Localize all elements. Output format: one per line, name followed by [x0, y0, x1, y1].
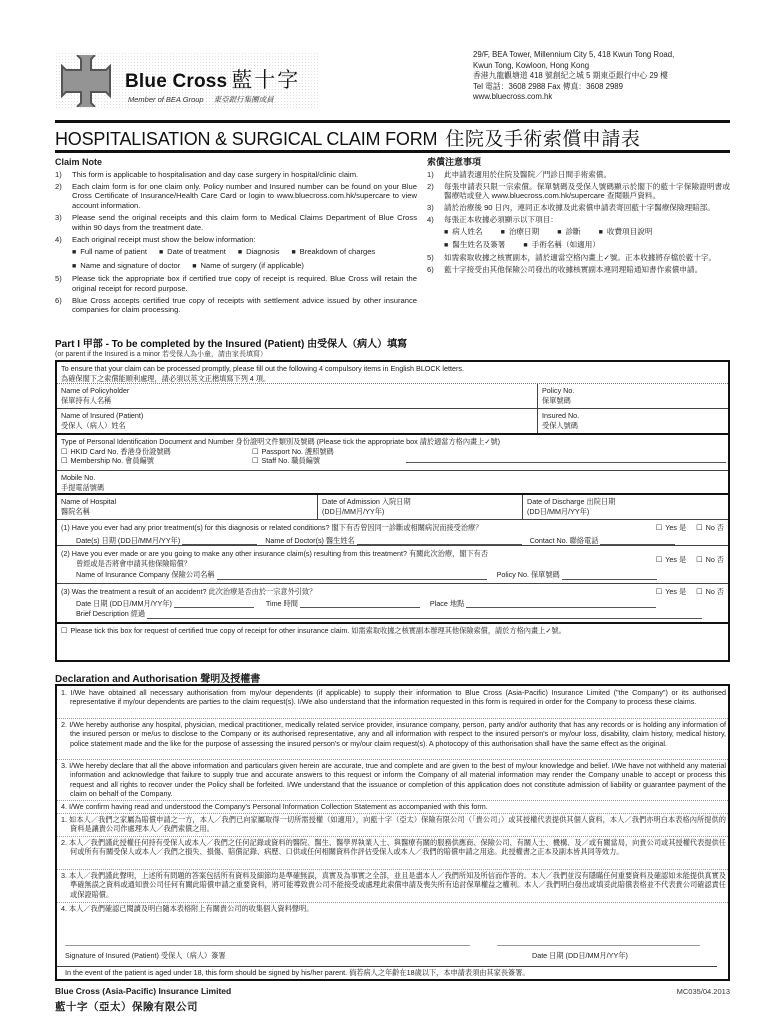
note-num: 4)	[427, 215, 434, 225]
q1-date-input[interactable]	[182, 537, 257, 545]
note-num: 2)	[427, 181, 434, 191]
instruction-en: To ensure that your claim can be processed promptly, please fill out the following 4 compulsory items in English BLOCK letters.	[61, 364, 464, 373]
q1-text: (1) Have you ever had any prior treatment(s) for this diagnosis or related conditions? 閣下有否曾因同一診斷或相關病況而接受治療？	[61, 523, 483, 532]
q3-desc-label: Brief Description 經過	[76, 609, 146, 618]
date-format: (DD日/MM月/YY年)	[322, 506, 385, 516]
q1-contact-label: Contact No. 聯絡電話	[529, 535, 599, 545]
title-rule-bottom	[55, 150, 730, 153]
footer-company-cn: 藍十字（亞太）保險有限公司	[55, 1001, 198, 1013]
divider	[57, 836, 728, 837]
policyholder-label-en: Name of Policyholder	[61, 386, 130, 395]
insured-label-cn: 受保人（病人）姓名	[61, 420, 126, 430]
bullet-item: ■ 診斷	[557, 227, 580, 238]
question-2	[57, 546, 728, 583]
q2-details	[61, 570, 724, 580]
policyholder-row	[57, 384, 728, 409]
id-document-row	[57, 435, 728, 471]
date-format: (DD日/MM月/YY年)	[527, 506, 590, 516]
title-rule-top	[55, 120, 730, 123]
divider	[57, 869, 728, 870]
note-text: Please send the original receipts and this claim form to Medical Claims Department of Blue Cross within 90 days from the treatment date.	[72, 212, 417, 232]
receipt-requirements	[72, 261, 417, 272]
note-item	[55, 170, 417, 180]
instruction-cn: 為確保閣下之索償能順利處理，請必須以英文正楷填寫下列 4 項。	[61, 373, 271, 383]
q1-doctor-label: Name of Doctor(s) 醫生姓名	[265, 535, 355, 545]
certified-copy-checkbox[interactable]: ☐ Please tick this box for request of certified true copy of receipt for other insurance claim. 如需索取收據之核實副本辦理其他保險索償，請於方格內畫上✓號。	[57, 624, 728, 638]
hospital-row	[57, 495, 728, 520]
address-line: Kwun Tong, Kowloon, Hong Kong	[473, 60, 590, 70]
declaration-item-en: 3. I/We hereby declare that all the above information and particulars given herein are accurate, true and complete and are given to the best of my/our knowledge and belief. I/We have not withheld any material information and acknowledge that failure to supply true and accurate answers to this request or inform the Company of all material information may render the Company unable to accept or process this request and all rights to recover under the Policy shall be forfeited. I/We understand that the issuance or completion of this application does not constitute admission of liability or guarantee payment of the claim on behalf of the Company.	[61, 761, 726, 799]
q3-desc-input[interactable]	[147, 611, 702, 619]
note-item	[55, 182, 417, 211]
note-item	[427, 215, 730, 250]
part1-subtitle: (or parent if the Insured is a minor 若受保人為小童，請由家長填寫）	[55, 351, 267, 358]
declaration-title: Declaration and Authorisation 聲明及授權書	[55, 674, 261, 685]
note-num: 2)	[55, 181, 62, 191]
insured-row	[57, 409, 728, 435]
footer-company-en: Blue Cross (Asia-Pacific) Insurance Limited	[55, 986, 232, 996]
question-1-row	[57, 520, 728, 546]
receipt-requirements	[72, 247, 417, 258]
note-num: 1)	[427, 169, 434, 179]
bullet-item: ■ 手術名稱（如適用）	[523, 240, 600, 251]
note-text-line: 每張正本收據必須顯示以下項目：	[444, 215, 558, 225]
note-text-line: Each original receipt must show the below information:	[72, 234, 256, 244]
hkid-checkbox[interactable]: ☐ HKID Card No. 香港身份證號碼	[61, 447, 171, 457]
bullet-item: ■ 收費項目說明	[599, 227, 653, 238]
form-code: MC035/04.2013	[676, 987, 730, 996]
member-cn: 東亞銀行集團成員	[213, 95, 274, 104]
note-item	[55, 213, 417, 232]
q2-yes-checkbox[interactable]: ☐ Yes 是	[656, 555, 686, 564]
divider	[57, 902, 728, 903]
note-item	[427, 253, 730, 263]
letterhead	[55, 50, 730, 110]
divider	[57, 813, 728, 814]
note-text: 如需索取收據之核實副本，請於適當空格內畫上✓號。正本收據將存檔於藍十字。	[444, 252, 717, 262]
claim-notes-cn	[427, 158, 730, 277]
q3-text: (3) Was the treatment a result of an accident? 此次治療是否由於一宗意外引致？	[61, 587, 317, 596]
company-address	[473, 50, 674, 103]
claim-note-heading: Claim Note	[55, 157, 103, 167]
note-text	[72, 235, 417, 272]
question-3-row	[57, 584, 728, 624]
q3-no-checkbox[interactable]: ☐ No 否	[696, 587, 724, 596]
discharge-label: Date of Discharge 出院日期	[527, 497, 616, 506]
bullet-item: ■ Full name of patient	[72, 247, 147, 258]
certified-copy-row	[57, 624, 728, 638]
note-item	[55, 235, 417, 272]
policyholder-label-cn: 保單持有人名稱	[61, 395, 112, 405]
question-1	[57, 520, 728, 545]
tel-fax: Tel 電話：3608 2988 Fax 傳真：3608 2989	[473, 81, 623, 91]
claim-notes-en	[55, 158, 417, 317]
question-3	[57, 584, 728, 622]
blue-cross-logo	[55, 52, 320, 110]
part1-title: Part I 甲部 - To be completed by the Insured (Patient) 由受保人（病人）填寫	[55, 339, 408, 350]
q2-policy-label: Policy No. 保單號碼	[496, 570, 560, 579]
passport-checkbox[interactable]: ☐ Passport No. 護照號碼	[252, 447, 334, 457]
note-text: 藍十字接受由其他保險公司發出的收據核實副本連同理賠通知書作索償申請。	[444, 264, 703, 274]
policy-no-label-en: Policy No.	[542, 386, 575, 395]
note-item	[55, 296, 417, 315]
cross-icon	[58, 55, 114, 107]
q1-yes-no	[646, 523, 724, 533]
staff-checkbox[interactable]: ☐ Staff No. 職員編號	[252, 456, 320, 466]
q3-details	[61, 599, 724, 609]
part1-form	[55, 360, 730, 662]
q1-yes-checkbox[interactable]: ☐ Yes 是	[656, 523, 686, 532]
note-num: 4)	[55, 234, 62, 244]
q3-yes-checkbox[interactable]: ☐ Yes 是	[656, 587, 686, 596]
insured-name-field[interactable]	[57, 409, 537, 433]
discharge-date-field[interactable]	[522, 495, 728, 519]
declaration-item-cn: 2. 本人／我們謹此授權任何持有受保人或本人／我們之任何記錄或資料的醫院、醫生、醫學界執業人士、與醫療有關的服務供應商、保險公司、有關人士、機構、及／或有關當局，向貴公司或其授權代表提供任何或所有有關受保人或本人／我們之損失、損傷、賠償記錄、病歷、口供或任何相關資料作評估受保人或本人／我們的賠償申請之用途。此授權書之正本及副本皆具同等效力。	[61, 838, 726, 857]
q3-place-input[interactable]	[466, 600, 656, 608]
declaration-item-en: 2. I/We hereby authorise any hospital, physician, medical practitioner, medically related service provider, insurance company, person, party and/or authority that has any records or is holding any information of the insured person or me/us to disclose to the Company or its authorised representative, any and all information with respect to the insured person's or my/our loss, disability, claim history, medical history, police statement made and the like for the purpose of assessing the insured person's or my/our claim request(s). A photocopy of this authorisation shall have the same effect as the original.	[61, 720, 726, 748]
q1-details	[61, 536, 724, 546]
note-text	[444, 215, 730, 250]
q3-time-label: Time 時間	[265, 598, 298, 608]
mobile-row	[57, 471, 728, 495]
declaration-item-cn: 1. 如本人／我們之家屬為賠償申請之一方，本人／我們已向家屬取得一切所需授權（如適用），向藍十字（亞太）保險有限公司（「貴公司」）或其授權代表提供其個人資料，本人／我們亦明白本表格內所提供的資料是讓貴公司作處理本人／我們索償之用。	[61, 815, 726, 834]
signature-label: Signature of Insured (Patient) 受保人（病人）簽署	[65, 951, 226, 960]
note-text: 請於治療後 90 日內，連同正本收據及此索償申請表寄回藍十字醫療保險理賠部。	[444, 203, 715, 213]
q2-company-input[interactable]	[217, 572, 487, 580]
q1-date-label: Date(s) 日期 (DD日/MM月/YY年)	[76, 535, 181, 545]
mobile-field[interactable]	[57, 471, 728, 493]
mobile-label-en: Mobile No.	[61, 473, 96, 482]
q3-place-label: Place 地點	[429, 598, 465, 608]
q3-yes-no	[646, 587, 724, 597]
q3-description	[61, 609, 724, 619]
form-title	[55, 124, 730, 151]
question-2-row	[57, 546, 728, 584]
q3-date-input[interactable]	[174, 600, 254, 608]
note-item	[55, 274, 417, 293]
address-line: 29/F, BEA Tower, Millennium City 5, 418 Kwun Tong Road,	[473, 50, 675, 59]
mobile-label-cn: 手提電話號碼	[61, 482, 105, 492]
signature-date-input[interactable]	[497, 945, 700, 946]
declaration-item-en: 4. I/We confirm having read and understood the Company's Personal Information Collection Statement as accompanied with this form.	[61, 802, 488, 811]
q3-time-input[interactable]	[300, 600, 420, 608]
declaration-box	[55, 684, 730, 981]
note-item	[427, 265, 730, 275]
admission-date-field[interactable]	[317, 495, 522, 519]
insured-no-label-cn: 受保人號碼	[542, 420, 578, 430]
receipt-requirements-cn	[444, 227, 730, 238]
note-item	[427, 182, 730, 201]
bullet-item: ■ Name of surgery (if applicable)	[192, 261, 304, 272]
brand-name-cn: 藍十字	[231, 69, 301, 92]
note-num: 5)	[55, 273, 62, 283]
membership-checkbox[interactable]: ☐ Membership No. 會員編號	[61, 456, 154, 466]
bullet-item: ■ Date of treatment	[159, 247, 226, 258]
brand-name	[125, 64, 300, 94]
signature-date-label: Date 日期 (DD日/MM月/YY年)	[532, 951, 628, 960]
insured-no-label-en: Insured No.	[542, 411, 580, 420]
q1-contact-input[interactable]	[600, 537, 675, 545]
signature-input[interactable]	[65, 945, 470, 946]
note-item	[427, 203, 730, 213]
q2-yes-no	[646, 555, 724, 565]
address-line-cn: 香港九龍觀塘道 418 號創紀之城 5 期東亞銀行中心 29 樓	[473, 71, 668, 80]
note-num: 6)	[427, 264, 434, 274]
policyholder-field[interactable]	[57, 384, 537, 408]
hospital-label-cn: 醫院名稱	[61, 506, 90, 516]
note-num: 5)	[427, 252, 434, 262]
website: www.bluecross.com.hk	[473, 92, 553, 101]
divider	[57, 800, 728, 801]
insured-label-en: Name of Insured (Patient)	[61, 411, 144, 420]
id-doc-label: Type of Personal Identification Document and Number 身份證明文件類別及號碼 (Please tick the appropriate box 請於適當方格內畫上✓號)	[61, 437, 501, 446]
q2-policy-input[interactable]	[562, 572, 657, 580]
note-item	[427, 170, 730, 180]
minor-signature-note: In the event of the patient is aged under 18, this form should be signed by his/her parent. 倘若病人之年齡在18歲以下，本申請表須由其家長簽署。	[57, 966, 717, 978]
note-text: Each claim form is for one claim only. Policy number and Insured number can be found on your Blue Cross Certificate of Insurance/Health Care Card or login to www.bluecross.com.hk/supercare to view account information.	[72, 181, 417, 210]
divider	[57, 718, 728, 719]
note-num: 3)	[55, 212, 62, 222]
declaration-item-cn: 4. 本人／我們確認已閱讀及明白隨本表格附上有關貴公司的收集個人資料聲明。	[61, 904, 314, 913]
q1-doctor-input[interactable]	[357, 537, 522, 545]
brand-name-en: Blue Cross	[125, 71, 228, 92]
id-options	[61, 447, 724, 466]
divider	[57, 759, 728, 760]
q2-text: (2) Have you ever made or are you going to make any other insurance claim(s) resulting from this treatment? 有關此次治療，閣下有否	[61, 549, 489, 558]
id-number-input[interactable]	[406, 455, 726, 463]
note-text: Blue Cross accepts certified true copy of receipts with settlement advice issued by other insurance companies for claim processing.	[72, 295, 417, 315]
hospital-name-field[interactable]	[57, 495, 317, 519]
q2-no-checkbox[interactable]: ☐ No 否	[696, 555, 724, 564]
bullet-item: ■ 治療日期	[501, 227, 540, 238]
note-text: 每張申請表只限一宗索償。保單號碼及受保人號碼顯示於閣下的藍十字保險證明書或醫療咭或登入 www.bluecross.com.hk/supercare 查閱賬戶資料。	[444, 181, 730, 201]
instructions	[57, 362, 728, 383]
receipt-requirements-cn	[444, 240, 730, 251]
bullet-item: ■ 醫生姓名及簽署	[444, 240, 505, 251]
id-document-field	[57, 435, 728, 470]
bullet-item: ■ Breakdown of charges	[291, 247, 375, 258]
note-text: Please tick the appropriate box if certified true copy of receipt is required. Blue Cross will retain the original receipt for record purpose.	[72, 273, 417, 293]
note-num: 3)	[427, 203, 434, 213]
note-text: 此申請表適用於住院及醫院／門診日間手術索償。	[444, 169, 612, 179]
insured-no-field[interactable]	[537, 409, 728, 433]
form-title-en: HOSPITALISATION & SURGICAL CLAIM FORM	[55, 129, 438, 149]
declaration-item-en: 1. I/We have obtained all necessary authorisation from my/our dependents (if applicable) to supply their information to Blue Cross (Asia-Pacific) Insurance Limited ("the Company") or its authorised representative if my/our dependents are parties to the claim request(s). I/We also understand that the information requested in this form is required in order for the Company to process these claims.	[61, 688, 726, 707]
member-en: Member of BEA Group	[128, 95, 204, 104]
instructions-row	[57, 362, 728, 384]
q2-company-label: Name of Insurance Company 保險公司名稱	[76, 570, 215, 579]
q1-no-checkbox[interactable]: ☐ No 否	[696, 523, 724, 532]
member-tagline	[128, 94, 274, 105]
note-num: 6)	[55, 295, 62, 305]
admission-label: Date of Admission 入院日期	[322, 497, 411, 506]
q2-text-cont: 曾經或是否將會申請其他保險賠償？	[76, 558, 192, 568]
bullet-item: ■ Diagnosis	[238, 247, 280, 258]
bullet-item: ■ 病人姓名	[444, 227, 483, 238]
form-title-cn: 住院及手術索償申請表	[445, 129, 641, 150]
claim-note-heading-cn: 索償注意事項	[427, 157, 482, 167]
policy-no-label-cn: 保單號碼	[542, 395, 571, 405]
note-num: 1)	[55, 169, 62, 179]
declaration-item-cn: 3. 本人／我們謹此聲明，上述所有問題的答案包括所有資料及細節均是準確無誤，真實及為事實之全部，並且是盡本人／我們所知及所信而作答的。本人／我們並沒有隱瞞任何重要資料及確認如未能提供真實及準確無誤之資料或通知貴公司任何有關此賠償申請之重要資料，將可能導致貴公司不能接受或處理此索償申請及喪失所有追討保單權益之權利。本人／我們明白發出或填妥此賠償表格並不代表貴公司確認責任或保證賠償。	[61, 871, 726, 899]
hospital-label-en: Name of Hospital	[61, 497, 117, 506]
note-text: This form is applicable to hospitalisation and day case surgery in hospital/clinic claim.	[72, 169, 359, 179]
bullet-item: ■ Name and signature of doctor	[72, 261, 180, 272]
q3-date-label: Date 日期 (DD日/MM月/YY年)	[76, 598, 172, 608]
policy-no-field[interactable]	[537, 384, 728, 408]
